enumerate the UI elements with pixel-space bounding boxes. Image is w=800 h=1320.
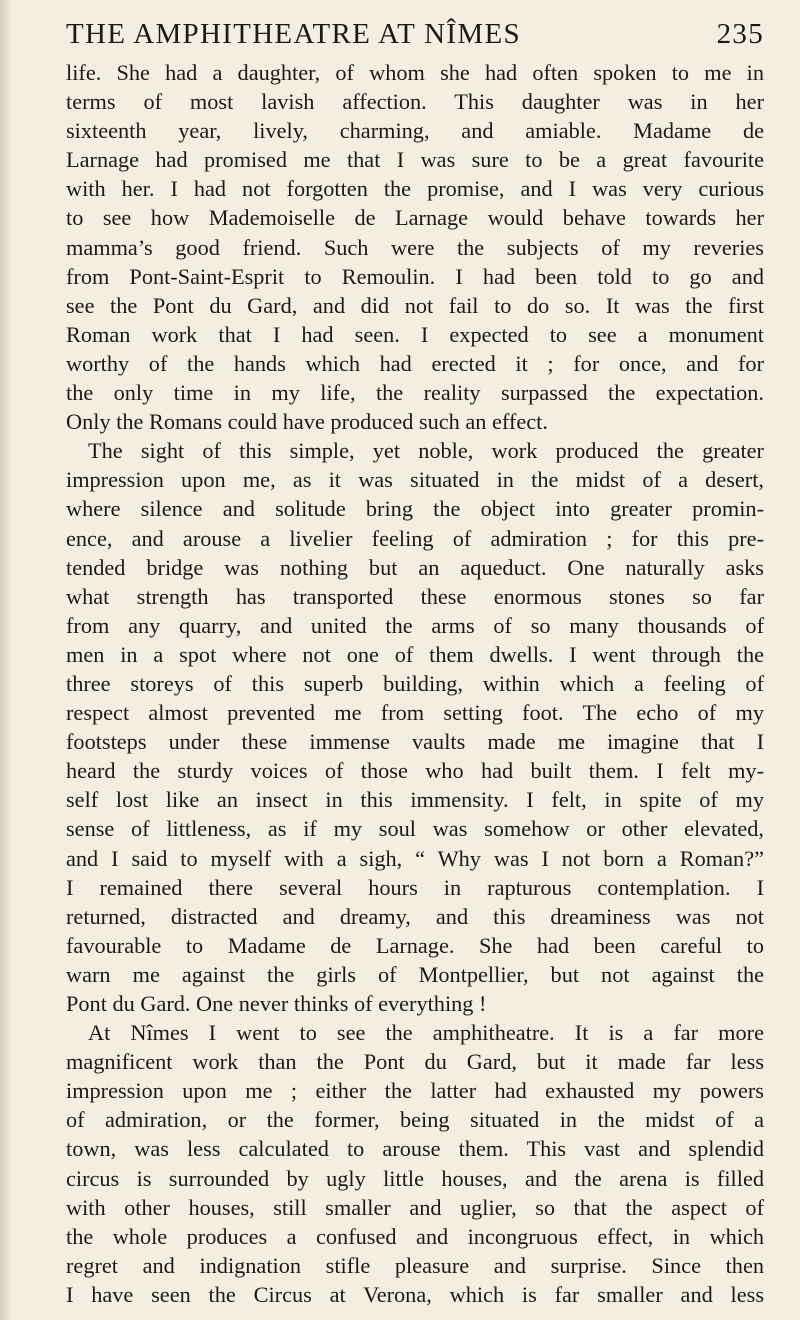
- text-line: magnificent work than the Pont du Gard, but it made far less: [66, 1049, 764, 1075]
- text-line: three storeys of this superb building, within which a feeling of: [66, 670, 764, 696]
- text-line: I have seen the Circus at Verona, which is far smaller and less: [66, 1281, 764, 1307]
- text-line: and I said to myself with a sigh, “ Why was I not born a Roman?”: [66, 845, 764, 871]
- text-line: to see how Mademoiselle de Larnage would behave towards her: [66, 205, 764, 231]
- text-line: the whole produces a confused and incongruous effect, in which: [66, 1223, 764, 1249]
- text-line: the only time in my life, the reality surpassed the expectation.: [66, 380, 764, 406]
- text-line: worthy of the hands which had erected it ; for once, and for: [66, 350, 764, 376]
- text-line: Pont du Gard. One never thinks of everything !: [66, 991, 487, 1016]
- text-line: heard the sturdy voices of those who had built them. I felt my-: [66, 758, 764, 784]
- text-line: see the Pont du Gard, and did not fail to do so. It was the first: [66, 292, 764, 318]
- text-line: mamma’s good friend. Such were the subjects of my reveries: [66, 234, 764, 260]
- text-line: warn me against the girls of Montpellier, but not against the: [66, 961, 764, 987]
- text-line: sixteenth year, lively, charming, and amiable. Madame de: [66, 118, 764, 144]
- text-line: returned, distracted and dreamy, and this dreaminess was not: [66, 903, 764, 929]
- text-line: respect almost prevented me from setting foot. The echo of my: [66, 700, 764, 726]
- text-line: men in a spot where not one of them dwells. I went through the: [66, 641, 764, 667]
- page-number: 235: [716, 18, 764, 50]
- text-line: regret and indignation stifle pleasure and surprise. Since then: [66, 1252, 764, 1278]
- text-line: Larnage had promised me that I was sure to be a great favourite: [66, 147, 764, 173]
- text-line: with other houses, still smaller and uglier, so that the aspect of: [66, 1194, 764, 1220]
- text-line: with her. I had not forgotten the promise, and I was very curious: [66, 176, 764, 202]
- text-line: impression upon me ; either the latter had exhausted my powers: [66, 1078, 764, 1104]
- text-line: where silence and solitude bring the object into greater promin-: [66, 496, 764, 522]
- text-line: town, was less calculated to arouse them. This vast and splendid: [66, 1136, 764, 1162]
- body-text: [66, 58, 764, 1309]
- text-line: footsteps under these immense vaults made me imagine that I: [66, 729, 764, 755]
- text-line: of admiration, or the former, being situated in the midst of a: [66, 1107, 764, 1133]
- text-line: Roman work that I had seen. I expected to see a monument: [66, 321, 764, 347]
- text-line: impression upon me, as it was situated in the midst of a desert,: [66, 467, 764, 493]
- text-line: tended bridge was nothing but an aqueduct. One naturally asks: [66, 554, 764, 580]
- text-line: The sight of this simple, yet noble, work produced the greater: [88, 438, 764, 464]
- running-header: [66, 18, 764, 51]
- text-line: terms of most lavish affection. This daughter was in her: [66, 89, 764, 115]
- page-edge-shadow: [0, 0, 12, 1320]
- text-line: Only the Romans could have produced such an effect.: [66, 409, 548, 435]
- text-line: At Nîmes I went to see the amphitheatre. It is a far more: [88, 1020, 764, 1046]
- text-line: ence, and arouse a livelier feeling of admiration ; for this pre-: [66, 525, 764, 551]
- running-title: THE AMPHITHEATRE AT NÎMES: [66, 18, 521, 50]
- text-line: circus is surrounded by ugly little houses, and the arena is filled: [66, 1165, 764, 1191]
- text-line: what strength has transported these enormous stones so far: [66, 583, 764, 609]
- text-line: from Pont-Saint-Esprit to Remoulin. I had been told to go and: [66, 263, 764, 289]
- text-line: favourable to Madame de Larnage. She had been careful to: [66, 932, 764, 958]
- text-line: life. She had a daughter, of whom she had often spoken to me in: [66, 60, 764, 85]
- text-line: self lost like an insect in this immensity. I felt, in spite of my: [66, 787, 764, 813]
- text-line: from any quarry, and united the arms of so many thousands of: [66, 612, 764, 638]
- text-line: I remained there several hours in rapturous contemplation. I: [66, 874, 764, 900]
- text-line: sense of littleness, as if my soul was somehow or other elevated,: [66, 816, 764, 842]
